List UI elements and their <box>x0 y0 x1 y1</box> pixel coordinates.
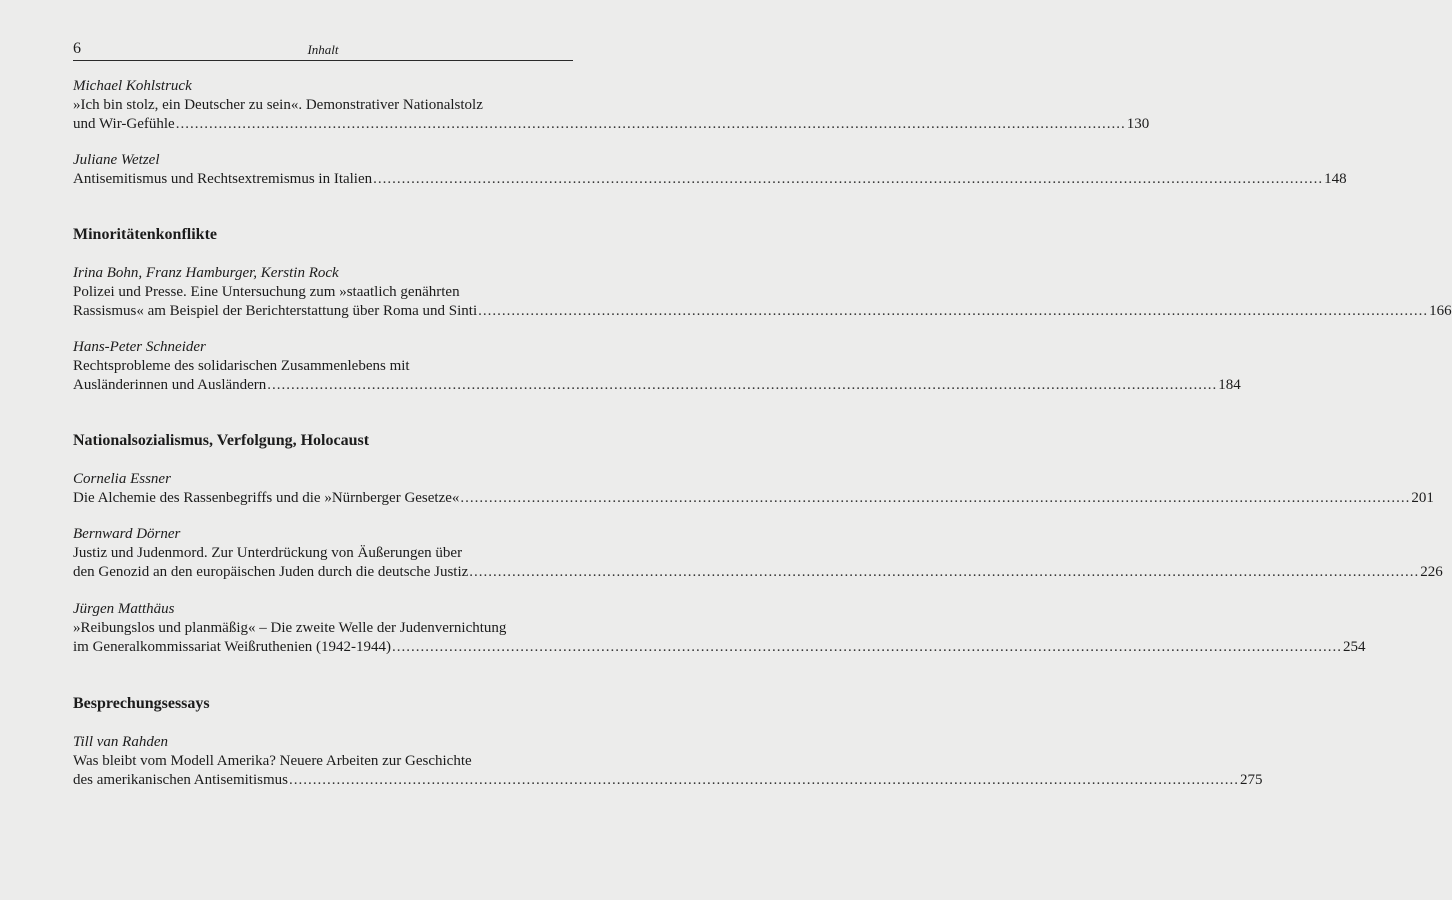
entry-author: Hans-Peter Schneider <box>73 339 206 355</box>
entry-page-number: 254 <box>1343 639 1366 655</box>
leader-dots: ........................................................................................................................................................................................................ <box>460 490 1411 506</box>
entry-author: Michael Kohlstruck <box>73 78 192 94</box>
entry-title-line: und Wir-Gefühle <box>73 116 175 132</box>
entry-page-number: 226 <box>1420 564 1443 580</box>
entry-title-line: den Genozid an den europäischen Juden durch die deutsche Justiz <box>73 564 469 580</box>
entry-title-line: Die Alchemie des Rassenbegriffs und die »Nürnberger Gesetze« <box>73 490 460 506</box>
entry-last-line <box>73 771 1263 790</box>
entry-title-line: Rassismus« am Beispiel der Berichterstattung über Roma und Sinti <box>73 303 478 319</box>
page-number: 6 <box>73 40 81 57</box>
entry-title-line: des amerikanischen Antisemitismus <box>73 772 288 788</box>
section-heading: Nationalsozialismus, Verfolgung, Holocaust <box>73 432 370 449</box>
page-header <box>73 40 573 61</box>
entry-last-line <box>73 115 1150 134</box>
entry-last-line <box>73 170 1347 189</box>
entry-title-line: Antisemitismus und Rechtsextremismus in Italien <box>73 171 373 187</box>
running-title: Inhalt <box>307 42 339 57</box>
entry-page-number: 184 <box>1218 377 1241 393</box>
entry-author: Bernward Dörner <box>73 526 181 542</box>
entry-title-line: Was bleibt vom Modell Amerika? Neuere Arbeiten zur Geschichte <box>73 753 472 769</box>
entry-last-line <box>73 638 1366 657</box>
leader-dots: ........................................................................................................................................................................................................ <box>478 303 1429 319</box>
entry-title-line: Polizei und Presse. Eine Untersuchung zum »staatlich genährten <box>73 284 460 300</box>
entry-last-line <box>73 376 1241 395</box>
leader-dots: ........................................................................................................................................................................................................ <box>175 116 1126 132</box>
section-heading: Minoritätenkonflikte <box>73 226 217 243</box>
entry-author: Jürgen Matthäus <box>73 601 175 617</box>
entry-last-line <box>73 489 1434 508</box>
entry-title-line: Justiz und Judenmord. Zur Unterdrückung von Äußerungen über <box>73 545 463 561</box>
entry-last-line <box>73 302 1452 321</box>
entry-title-line: »Reibungslos und planmäßig« – Die zweite Welle der Judenvernichtung <box>73 620 507 636</box>
entry-author: Irina Bohn, Franz Hamburger, Kerstin Rock <box>73 265 339 281</box>
entry-page-number: 148 <box>1324 171 1347 187</box>
leader-dots: ........................................................................................................................................................................................................ <box>267 377 1218 393</box>
entry-last-line <box>73 563 1443 582</box>
entry-title-line: Ausländerinnen und Ausländern <box>73 377 267 393</box>
leader-dots: ........................................................................................................................................................................................................ <box>469 564 1420 580</box>
entry-author: Juliane Wetzel <box>73 152 160 168</box>
entry-page-number: 275 <box>1239 772 1263 788</box>
entry-author: Till van Rahden <box>73 734 168 750</box>
entry-title-line: Rechtsprobleme des solidarischen Zusammenlebens mit <box>73 358 410 374</box>
entry-page-number: 201 <box>1411 490 1434 506</box>
leader-dots: ........................................................................................................................................................................................................ <box>373 171 1324 187</box>
leader-dots: ........................................................................................................................................................................................................ <box>392 639 1343 655</box>
leader-dots: ........................................................................................................................................................................................................ <box>288 772 1239 788</box>
entry-page-number: 166 <box>1429 303 1452 319</box>
entry-page-number: 130 <box>1126 116 1150 132</box>
section-heading: Besprechungsessays <box>73 695 210 712</box>
entry-author: Cornelia Essner <box>73 471 171 487</box>
entry-title-line: im Generalkommissariat Weißruthenien (1942-1944) <box>73 639 392 655</box>
entry-title-line: »Ich bin stolz, ein Deutscher zu sein«. Demonstrativer Nationalstolz <box>73 97 483 113</box>
